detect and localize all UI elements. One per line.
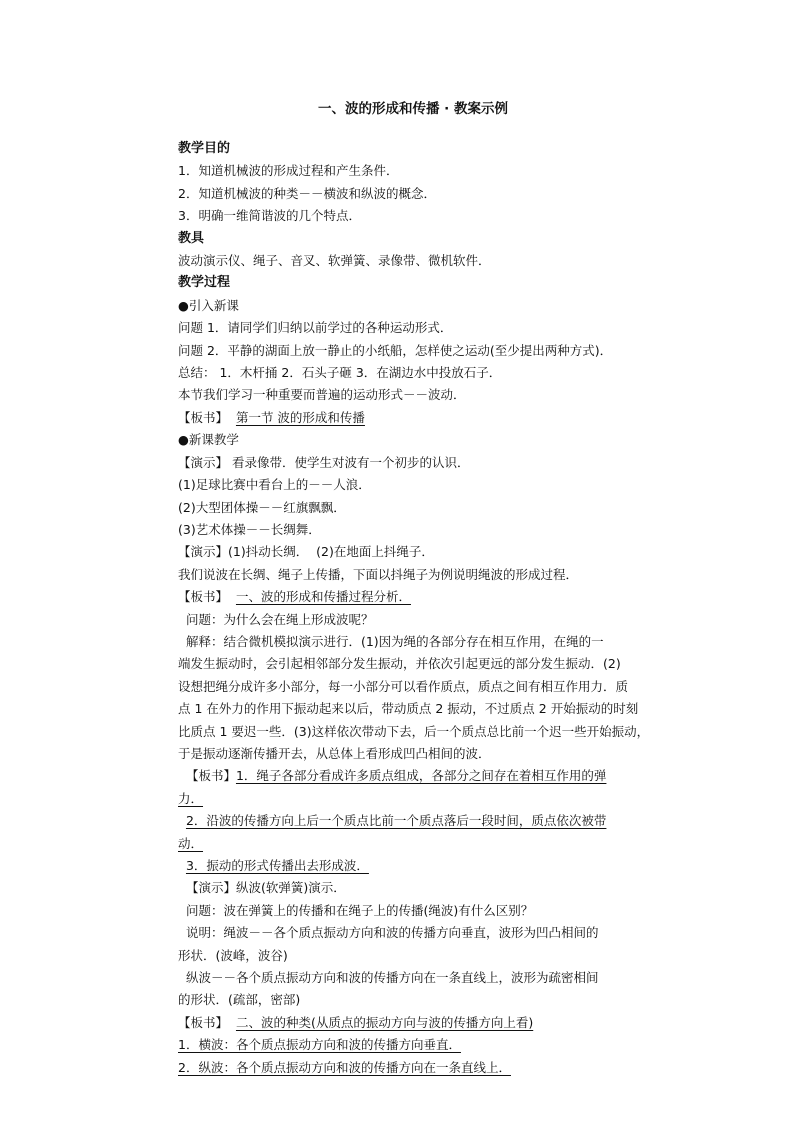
line-text: 端发生振动时，会引起相邻部分发生振动，并依次引起更远的部分发生振动．(2)	[178, 656, 621, 672]
line-text: 问题：波在弹簧上的传播和在绳子上的传播(绳波)有什么区别？	[178, 902, 534, 918]
text-line	[178, 788, 648, 810]
line-text	[178, 858, 186, 873]
line-text: 本节我们学习一种重要而普遍的运动形式－－波动．	[178, 387, 466, 403]
underlined-board-text: 力．	[178, 790, 204, 806]
text-line	[178, 609, 648, 631]
line-text: 点 1 在外力的作用下振动起来以后，带动质点 2 振动，不过质点 2 开始振动的时刻	[178, 701, 639, 717]
text-line	[178, 810, 648, 832]
text-line	[178, 945, 648, 967]
section-heading	[178, 272, 648, 294]
section-heading	[178, 138, 648, 160]
line-text: 解释：结合微机模拟演示进行．(1)因为绳的各部分存在相互作用，在绳的一	[178, 633, 604, 649]
line-text: 的形状．(疏部，密部)	[178, 992, 301, 1008]
line-text: 3．明确一维简谐波的几个特点．	[178, 208, 361, 224]
line-text: 形状．(波峰，波谷)	[178, 947, 288, 963]
line-text: 【板书】	[178, 768, 236, 784]
line-text: 于是振动逐渐传播开去，从总体上看形成凹凸相间的波．	[178, 745, 491, 761]
section-heading	[178, 228, 648, 250]
text-line	[178, 160, 648, 182]
text-line	[178, 765, 648, 787]
text-line	[178, 407, 648, 429]
line-text: 【演示】 看录像带．使学生对波有一个初步的认识．	[178, 454, 470, 470]
text-line	[178, 340, 648, 362]
text-line	[178, 317, 648, 339]
text-line	[178, 541, 648, 563]
line-text: 纵波－－各个质点振动方向和波的传播方向在一条直线上，波形为疏密相间	[178, 970, 599, 986]
line-text: 波动演示仪、绳子、音叉、软弹簧、录像带、微机软件．	[178, 253, 491, 269]
text-line	[178, 631, 648, 653]
underlined-board-text: 动．	[178, 835, 204, 851]
text-line	[178, 900, 648, 922]
underlined-board-text: 2．沿波的传播方向上后一个质点比前一个质点落后一段时间，质点依次被带	[185, 813, 607, 829]
line-text	[178, 813, 186, 828]
line-text: 比质点 1 要迟一些．(3)这样依次带动下去，后一个质点总比前一个迟一些开始振动，	[178, 723, 650, 739]
underlined-board-text: 二、波的种类(从质点的振动方向与波的传播方向上看)	[235, 1014, 534, 1030]
line-text: 我们说波在长绸、绳子上传播，下面以抖绳子为例说明绳波的形成过程．	[178, 566, 579, 582]
text-line	[178, 855, 648, 877]
document-body	[178, 138, 648, 1079]
text-line	[178, 1034, 648, 1056]
line-text: 说明：绳波－－各个质点振动方向和波的传播方向垂直，波形为凹凸相间的	[178, 925, 599, 941]
line-text: 【板书】	[178, 409, 236, 425]
text-line	[178, 1057, 648, 1079]
text-line	[178, 676, 648, 698]
page-title: 一、波的形成和传播 · 教案示例	[317, 101, 509, 117]
underlined-board-text: 2．纵波：各个质点振动方向和波的传播方向在一条直线上．	[178, 1059, 511, 1075]
line-text: (3)艺术体操－－长绸舞．	[178, 521, 321, 537]
text-line	[178, 519, 648, 541]
text-line	[178, 497, 648, 519]
text-line	[178, 183, 648, 205]
underlined-board-text: 一、波的形成和传播过程分析．	[235, 589, 411, 605]
text-line	[178, 877, 648, 899]
line-text: 【板书】	[178, 1014, 236, 1030]
line-text: 设想把绳分成许多小部分，每一小部分可以看作质点，质点之间有相互作用力．质	[178, 678, 629, 694]
line-text: 【演示】纵波(软弹簧)演示．	[178, 880, 346, 896]
text-line	[178, 362, 648, 384]
text-line	[178, 474, 648, 496]
text-line	[178, 429, 648, 451]
line-text: 【演示】(1)抖动长绸． (2)在地面上抖绳子．	[178, 544, 434, 560]
underlined-board-text: 1．横波：各个质点振动方向和波的传播方向垂直．	[178, 1037, 461, 1053]
line-text: 问题：为什么会在绳上形成波呢？	[178, 611, 374, 627]
underlined-board-text: 3．振动的形式传播出去形成波．	[185, 858, 369, 873]
text-line	[178, 205, 648, 227]
line-text: 问题 1．请同学们归纳以前学过的各种运动形式．	[178, 320, 453, 336]
text-line	[178, 653, 648, 675]
line-text: (1)足球比赛中看台上的－－人浪．	[178, 477, 371, 493]
text-line	[178, 250, 648, 272]
text-line	[178, 295, 648, 317]
text-line	[178, 452, 648, 474]
text-line	[178, 967, 648, 989]
underlined-board-text: 第一节 波的形成和传播	[235, 409, 365, 425]
text-line	[178, 922, 648, 944]
text-line	[178, 384, 648, 406]
text-line	[178, 721, 648, 743]
text-line	[178, 743, 648, 765]
text-line	[178, 1012, 648, 1034]
line-text: 教学过程	[178, 275, 231, 291]
line-text: 【板书】	[178, 589, 236, 605]
line-text: 教具	[178, 230, 205, 246]
text-line	[178, 989, 648, 1011]
line-text: 问题 2．平静的湖面上放一静止的小纸船，怎样使之运动(至少提出两种方式)．	[178, 342, 613, 358]
text-line	[178, 698, 648, 720]
text-line	[178, 833, 648, 855]
line-text: (2)大型团体操－－红旗飘飘．	[178, 499, 346, 515]
text-line	[178, 586, 648, 608]
line-text: 2．知道机械波的种类－－横波和纵波的概念．	[178, 185, 436, 201]
line-text: ●引入新课	[178, 297, 239, 313]
line-text: 教学目的	[178, 141, 231, 156]
line-text: ●新课教学	[178, 432, 239, 448]
line-text: 1．知道机械波的形成过程和产生条件．	[178, 163, 399, 179]
underlined-board-text: 1．绳子各部分看成许多质点组成，各部分之间存在着相互作用的弹	[235, 768, 607, 784]
line-text: 总结： 1．木杆捅 2．石头子砸 3．在湖边水中投放石子．	[178, 365, 502, 381]
text-line	[178, 564, 648, 586]
